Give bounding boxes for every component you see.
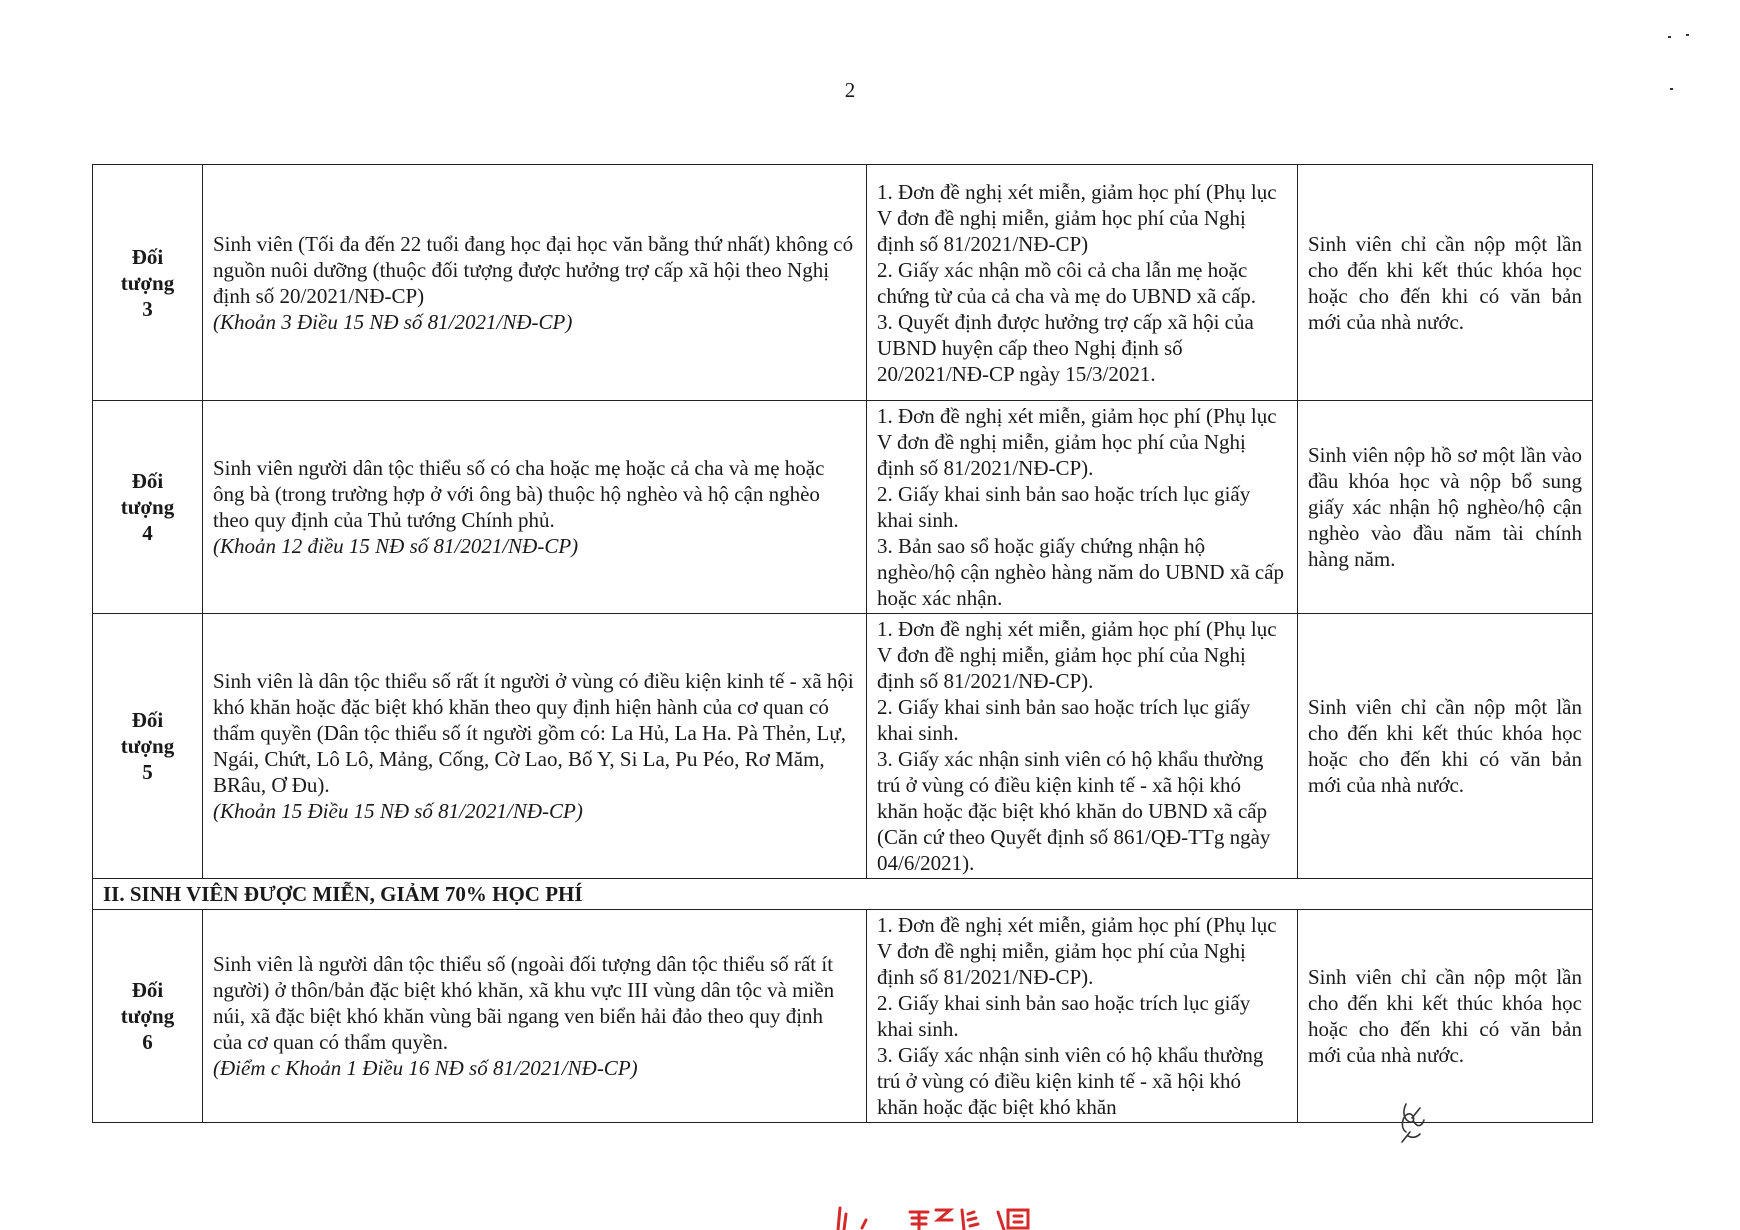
- exemption-table: [92, 164, 1593, 1123]
- page-number: 2: [844, 78, 856, 102]
- document-item: 2. Giấy khai sinh bản sao hoặc trích lục giấy khai sinh.: [877, 482, 1251, 532]
- row-documents: [867, 401, 1298, 614]
- legal-reference: (Khoản 15 Điều 15 NĐ số 81/2021/NĐ-CP): [213, 799, 583, 823]
- label-word: Đối: [131, 978, 164, 1002]
- row-label: [93, 165, 203, 401]
- legal-reference: (Khoản 12 điều 15 NĐ số 81/2021/NĐ-CP): [213, 534, 579, 558]
- scan-speck: [1668, 36, 1671, 38]
- document-item: 1. Đơn đề nghị xét miễn, giảm học phí (Phụ lục V đơn đề nghị miễn, giảm học phí của Nghị định số 81/2021/NĐ-CP): [877, 179, 1277, 256]
- document-item: 3. Giấy xác nhận sinh viên có hộ khẩu thường trú ở vùng có điều kiện kinh tế - xã hội khó khăn hoặc đặc biệt khó khăn: [877, 1043, 1264, 1119]
- document-item: 1. Đơn đề nghị xét miễn, giảm học phí (Phụ lục V đơn đề nghị miễn, giảm học phí của Nghị định số 81/2021/NĐ-CP).: [877, 617, 1277, 693]
- row-label: [93, 910, 203, 1123]
- row-label: [93, 614, 203, 879]
- row-documents: [867, 614, 1298, 879]
- row-description: [203, 165, 867, 401]
- row-documents: [867, 910, 1298, 1123]
- label-word: tượng: [120, 734, 175, 758]
- label-word: Đối: [131, 244, 164, 269]
- label-number: 6: [142, 1030, 153, 1054]
- handwritten-initials-icon: [1392, 1098, 1432, 1148]
- legal-reference: (Khoản 3 Điều 15 NĐ số 81/2021/NĐ-CP): [213, 309, 573, 334]
- document-item: 3. Quyết định được hưởng trợ cấp xã hội của UBND huyện cấp theo Nghị định số 20/2021/NĐ-CP ngày 15/3/2021.: [877, 309, 1254, 386]
- row-documents: [867, 165, 1298, 401]
- document-item: 2. Giấy khai sinh bản sao hoặc trích lục giấy khai sinh.: [877, 991, 1251, 1041]
- document-item: 3. Giấy xác nhận sinh viên có hộ khẩu thường trú ở vùng có điều kiện kinh tế - xã hội khó khăn hoặc đặc biệt khó khăn do UBND xã cấp (Căn cứ theo Quyết định số 861/QĐ-TTg ngày 04/6/2021).: [877, 747, 1271, 875]
- table-row: [93, 401, 1593, 614]
- scan-speck: [1670, 88, 1673, 90]
- label-number: 4: [142, 521, 153, 545]
- label-number: 5: [142, 760, 153, 784]
- row-label: [93, 401, 203, 614]
- label-word: Đối: [131, 469, 164, 493]
- section-title: II. SINH VIÊN ĐƯỢC MIỄN, GIẢM 70% HỌC PHÍ: [93, 879, 1593, 910]
- row-note: Sinh viên chỉ cần nộp một lần cho đến khi kết thúc khóa học hoặc cho đến khi có văn bản mới của nhà nước.: [1298, 614, 1593, 879]
- label-number: 3: [142, 296, 153, 321]
- legal-reference: (Điểm c Khoản 1 Điều 16 NĐ số 81/2021/NĐ-CP): [213, 1056, 638, 1080]
- table-row: [93, 614, 1593, 879]
- document-item: 2. Giấy khai sinh bản sao hoặc trích lục giấy khai sinh.: [877, 695, 1251, 745]
- description-text: Sinh viên là người dân tộc thiểu số (ngoài đối tượng dân tộc thiểu số rất ít người) ở thôn/bản đặc biệt khó khăn, xã khu vực III vùng dân tộc và miền núi, xã đặc biệt khó khăn vùng bãi ngang ven biển hải đảo theo quy định của cơ quan có thẩm quyền.: [213, 952, 835, 1054]
- description-text: Sinh viên là dân tộc thiểu số rất ít người ở vùng có điều kiện kinh tế - xã hội khó khăn hoặc đặc biệt khó khăn theo quy định hiện hành của cơ quan có thẩm quyền (Dân tộc thiểu số ít người gồm có: La Hủ, La Ha. Pà Thẻn, Lự, Ngái, Chứt, Lô Lô, Mảng, Cống, Cờ Lao, Bố Y, Si La, Pu Péo, Rơ Măm, BRâu, Ơ Đu).: [213, 669, 854, 797]
- document-item: 2. Giấy xác nhận mồ côi cả cha lẫn mẹ hoặc chứng từ của cả cha và mẹ do UBND xã cấp.: [877, 257, 1257, 308]
- label-word: tượng: [120, 1004, 175, 1028]
- section-header-row: [93, 879, 1593, 910]
- row-note: Sinh viên chỉ cần nộp một lần cho đến khi kết thúc khóa học hoặc cho đến khi có văn bản mới của nhà nước.: [1298, 910, 1593, 1123]
- row-note: Sinh viên chỉ cần nộp một lần cho đến khi kết thúc khóa học hoặc cho đến khi có văn bản mới của nhà nước.: [1298, 165, 1593, 401]
- scan-speck: [1686, 34, 1689, 36]
- row-description: [203, 910, 867, 1123]
- row-note: Sinh viên nộp hồ sơ một lần vào đầu khóa học và nộp bổ sung giấy xác nhận hộ nghèo/hộ cận nghèo vào đầu năm tài chính hàng năm.: [1298, 401, 1593, 614]
- row-description: [203, 401, 867, 614]
- label-word: tượng: [120, 270, 175, 295]
- document-item: 3. Bản sao sổ hoặc giấy chứng nhận hộ nghèo/hộ cận nghèo hàng năm do UBND xã cấp hoặc xác nhận.: [877, 534, 1285, 610]
- red-stamp-icon: [832, 1206, 1062, 1230]
- label-word: tượng: [120, 495, 175, 519]
- document-item: 1. Đơn đề nghị xét miễn, giảm học phí (Phụ lục V đơn đề nghị miễn, giảm học phí của Nghị định số 81/2021/NĐ-CP).: [877, 404, 1277, 480]
- table-row: [93, 165, 1593, 401]
- row-description: [203, 614, 867, 879]
- description-text: Sinh viên người dân tộc thiểu số có cha hoặc mẹ hoặc cả cha và mẹ hoặc ông bà (trong trường hợp ở với ông bà) thuộc hộ nghèo và hộ cận nghèo theo quy định của Thủ tướng Chính phủ.: [213, 456, 825, 532]
- description-text: Sinh viên (Tối đa đến 22 tuổi đang học đại học văn bằng thứ nhất) không có nguồn nuôi dưỡng (thuộc đối tượng được hưởng trợ cấp xã hội theo Nghị định số 20/2021/NĐ-CP): [213, 231, 854, 308]
- label-word: Đối: [131, 708, 164, 732]
- document-item: 1. Đơn đề nghị xét miễn, giảm học phí (Phụ lục V đơn đề nghị miễn, giảm học phí của Nghị định số 81/2021/NĐ-CP).: [877, 913, 1277, 989]
- table-row: [93, 910, 1593, 1123]
